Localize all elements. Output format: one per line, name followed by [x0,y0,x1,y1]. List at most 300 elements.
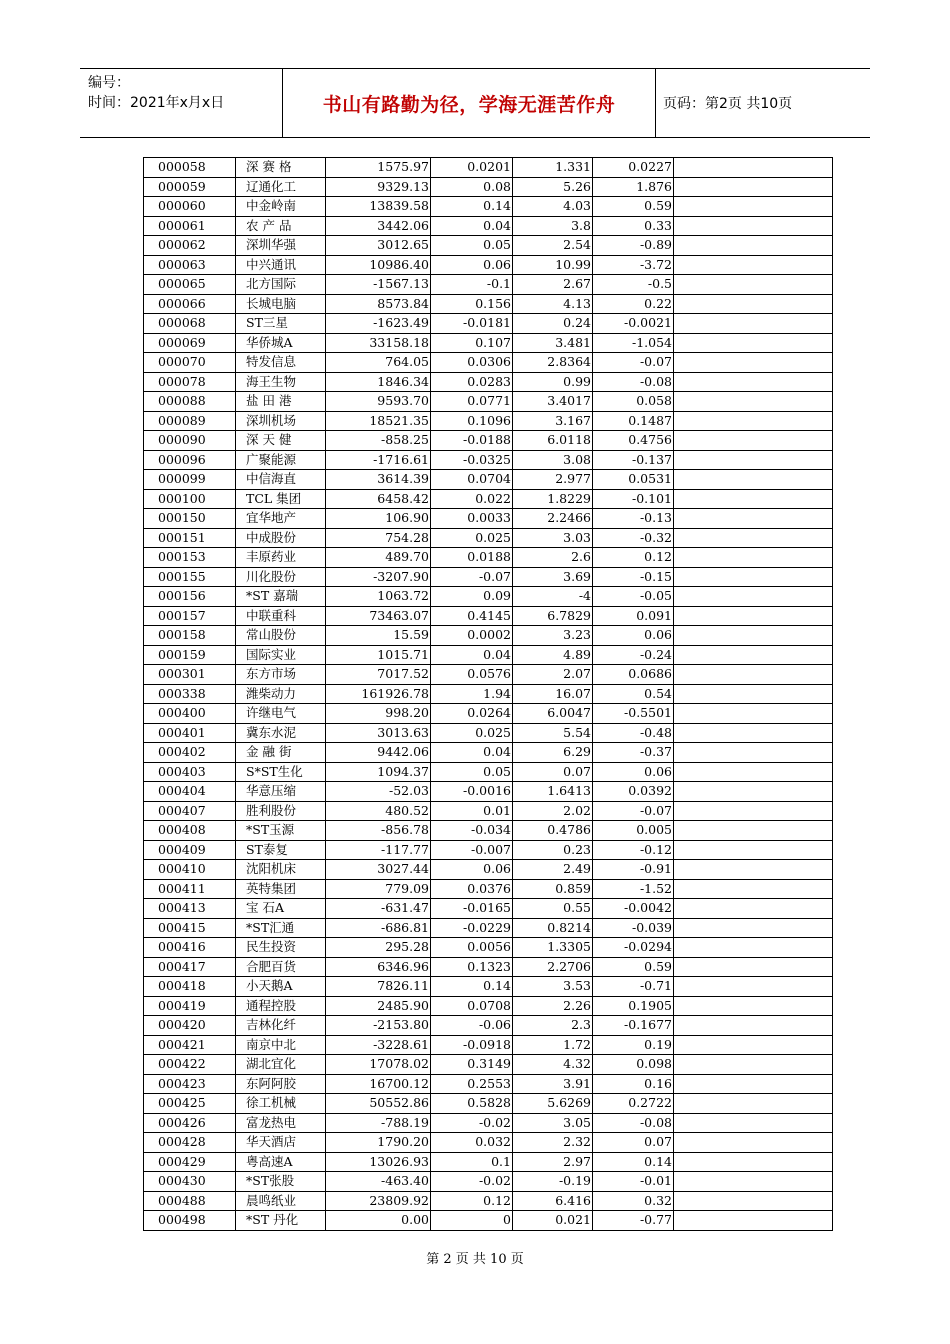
empty-cell [674,918,833,938]
empty-cell [674,996,833,1016]
value-1-cell: 3012.65 [326,236,431,256]
value-3-cell: 0.07 [513,762,593,782]
value-4-cell: -0.12 [593,840,674,860]
table-row [144,1016,833,1036]
value-2-cell: -0.06 [431,1016,513,1036]
empty-cell [674,801,833,821]
empty-cell [674,860,833,880]
value-2-cell: 0.05 [431,762,513,782]
value-2-cell: -0.0181 [431,314,513,334]
value-4-cell: 0.0686 [593,665,674,685]
value-2-cell: 0.14 [431,197,513,217]
value-2-cell: -0.0188 [431,431,513,451]
stock-code-cell: 000100 [144,489,236,509]
value-1-cell: 23809.92 [326,1191,431,1211]
stock-name-cell: 金 融 街 [236,743,326,763]
stock-code-cell: 000058 [144,158,236,178]
value-2-cell: 0.107 [431,333,513,353]
value-4-cell: -0.91 [593,860,674,880]
value-2-cell: 0.0283 [431,372,513,392]
value-4-cell: 0.2722 [593,1094,674,1114]
stock-name-cell: 许继电气 [236,704,326,724]
value-4-cell: 0.12 [593,548,674,568]
stock-code-cell: 000301 [144,665,236,685]
value-2-cell: 0.2553 [431,1074,513,1094]
value-3-cell: 5.6269 [513,1094,593,1114]
stock-name-cell: 农 产 品 [236,216,326,236]
empty-cell [674,704,833,724]
stock-name-cell: *ST 嘉瑞 [236,587,326,607]
value-4-cell: -0.0294 [593,938,674,958]
stock-name-cell: 胜利股份 [236,801,326,821]
value-1-cell: 10986.40 [326,255,431,275]
value-4-cell: -0.01 [593,1172,674,1192]
empty-cell [674,977,833,997]
empty-cell [674,1211,833,1231]
table-row [144,996,833,1016]
value-4-cell: -1.054 [593,333,674,353]
value-2-cell: 0.1096 [431,411,513,431]
value-3-cell: 3.91 [513,1074,593,1094]
value-2-cell: 0.0771 [431,392,513,412]
stock-name-cell: *ST张股 [236,1172,326,1192]
stock-code-cell: 000063 [144,255,236,275]
value-1-cell: -1567.13 [326,275,431,295]
value-1-cell: -1716.61 [326,450,431,470]
stock-code-cell: 000423 [144,1074,236,1094]
value-2-cell: 0 [431,1211,513,1231]
stock-name-cell: 吉林化纤 [236,1016,326,1036]
empty-cell [674,275,833,295]
stock-code-cell: 000416 [144,938,236,958]
empty-cell [674,645,833,665]
value-4-cell: 1.876 [593,177,674,197]
value-3-cell: 6.7829 [513,606,593,626]
stock-name-cell: ST泰复 [236,840,326,860]
value-2-cell: 0.156 [431,294,513,314]
empty-cell [674,840,833,860]
value-3-cell: 16.07 [513,684,593,704]
table-row [144,509,833,529]
value-3-cell: 1.331 [513,158,593,178]
value-4-cell: 0.0531 [593,470,674,490]
value-4-cell: -0.32 [593,528,674,548]
value-1-cell: 106.90 [326,509,431,529]
stock-code-cell: 000157 [144,606,236,626]
value-4-cell: -1.52 [593,879,674,899]
empty-cell [674,1172,833,1192]
table-row [144,606,833,626]
table-row [144,314,833,334]
value-2-cell: 0.0033 [431,509,513,529]
value-4-cell: 0.59 [593,197,674,217]
value-3-cell: 2.2466 [513,509,593,529]
value-1-cell: 17078.02 [326,1055,431,1075]
stock-code-cell: 000411 [144,879,236,899]
empty-cell [674,392,833,412]
stock-name-cell: 富龙热电 [236,1113,326,1133]
empty-cell [674,431,833,451]
value-2-cell: 0.0306 [431,353,513,373]
stock-code-cell: 000420 [144,1016,236,1036]
value-2-cell: 0.032 [431,1133,513,1153]
value-2-cell: 0.0704 [431,470,513,490]
value-1-cell: 7826.11 [326,977,431,997]
value-4-cell: -0.37 [593,743,674,763]
value-4-cell: -0.0042 [593,899,674,919]
value-1-cell: 779.09 [326,879,431,899]
table-row [144,372,833,392]
table-row [144,1211,833,1231]
table-row [144,684,833,704]
value-2-cell: -0.0229 [431,918,513,938]
stock-code-cell: 000065 [144,275,236,295]
value-1-cell: 3027.44 [326,860,431,880]
value-4-cell: 0.33 [593,216,674,236]
value-3-cell: 6.416 [513,1191,593,1211]
value-1-cell: 9329.13 [326,177,431,197]
table-row [144,1191,833,1211]
value-1-cell: 50552.86 [326,1094,431,1114]
value-4-cell: 0.14 [593,1152,674,1172]
table-row [144,489,833,509]
empty-cell [674,665,833,685]
stock-code-cell: 000069 [144,333,236,353]
value-4-cell: 0.1487 [593,411,674,431]
table-row [144,821,833,841]
table-row [144,665,833,685]
stock-code-cell: 000403 [144,762,236,782]
stock-code-cell: 000404 [144,782,236,802]
value-3-cell: 3.167 [513,411,593,431]
value-3-cell: 2.97 [513,1152,593,1172]
value-3-cell: 4.89 [513,645,593,665]
empty-cell [674,372,833,392]
value-1-cell: 1015.71 [326,645,431,665]
value-3-cell: 1.3305 [513,938,593,958]
stock-code-cell: 000090 [144,431,236,451]
table-row [144,645,833,665]
stock-name-cell: 潍柴动力 [236,684,326,704]
stock-name-cell: 南京中北 [236,1035,326,1055]
stock-code-cell: 000062 [144,236,236,256]
value-2-cell: 0.0201 [431,158,513,178]
stock-name-cell: 通程控股 [236,996,326,1016]
value-1-cell: 764.05 [326,353,431,373]
value-4-cell: -0.0021 [593,314,674,334]
value-1-cell: 3442.06 [326,216,431,236]
stock-name-cell: 广聚能源 [236,450,326,470]
value-4-cell: 0.058 [593,392,674,412]
stock-code-cell: 000099 [144,470,236,490]
value-3-cell: 10.99 [513,255,593,275]
value-4-cell: -0.039 [593,918,674,938]
value-2-cell: 0.05 [431,236,513,256]
value-3-cell: 2.3 [513,1016,593,1036]
value-2-cell: -0.0165 [431,899,513,919]
stock-name-cell: 中联重科 [236,606,326,626]
stock-name-cell: 中兴通讯 [236,255,326,275]
table-row [144,567,833,587]
table-row [144,762,833,782]
table-row [144,801,833,821]
value-2-cell: -0.007 [431,840,513,860]
empty-cell [674,509,833,529]
stock-code-cell: 000498 [144,1211,236,1231]
stock-name-cell: 川化股份 [236,567,326,587]
value-3-cell: 2.54 [513,236,593,256]
empty-cell [674,255,833,275]
table-row [144,1152,833,1172]
value-1-cell: -858.25 [326,431,431,451]
empty-cell [674,294,833,314]
stock-code-cell: 000070 [144,353,236,373]
value-3-cell: 2.67 [513,275,593,295]
empty-cell [674,957,833,977]
empty-cell [674,353,833,373]
time-label: 时间：2021年x月x日 [88,95,225,111]
stock-code-cell: 000409 [144,840,236,860]
stock-code-cell: 000151 [144,528,236,548]
value-2-cell: 0.01 [431,801,513,821]
value-3-cell: 3.23 [513,626,593,646]
value-1-cell: 33158.18 [326,333,431,353]
stock-name-cell: 湖北宜化 [236,1055,326,1075]
table-row [144,528,833,548]
value-1-cell: -117.77 [326,840,431,860]
stock-name-cell: 中金岭南 [236,197,326,217]
value-3-cell: 0.55 [513,899,593,919]
empty-cell [674,587,833,607]
value-3-cell: 3.05 [513,1113,593,1133]
value-1-cell: 16700.12 [326,1074,431,1094]
value-1-cell: -631.47 [326,899,431,919]
table-row [144,899,833,919]
table-row [144,918,833,938]
value-3-cell: 2.8364 [513,353,593,373]
stock-name-cell: 徐工机械 [236,1094,326,1114]
value-1-cell: -686.81 [326,918,431,938]
value-4-cell: -0.101 [593,489,674,509]
page-footer: 第 2 页 共 10 页 [426,1252,524,1267]
value-1-cell: 6346.96 [326,957,431,977]
empty-cell [674,314,833,334]
value-2-cell: 0.0002 [431,626,513,646]
value-1-cell: 1790.20 [326,1133,431,1153]
value-4-cell: -0.77 [593,1211,674,1231]
stock-name-cell: 合肥百货 [236,957,326,977]
stock-name-cell: 冀东水泥 [236,723,326,743]
value-3-cell: 3.481 [513,333,593,353]
value-1-cell: 754.28 [326,528,431,548]
table-row [144,294,833,314]
table-row [144,723,833,743]
stock-code-cell: 000096 [144,450,236,470]
stock-code-cell: 000338 [144,684,236,704]
value-4-cell: -0.137 [593,450,674,470]
table-row [144,1094,833,1114]
value-2-cell: 0.0376 [431,879,513,899]
empty-cell [674,548,833,568]
value-3-cell: 2.07 [513,665,593,685]
value-2-cell: 0.0188 [431,548,513,568]
table-row [144,158,833,178]
value-3-cell: 3.08 [513,450,593,470]
header-divider [655,69,656,137]
empty-cell [674,528,833,548]
value-2-cell: 0.1323 [431,957,513,977]
value-1-cell: 998.20 [326,704,431,724]
empty-cell [674,1152,833,1172]
stock-code-cell: 000400 [144,704,236,724]
empty-cell [674,1074,833,1094]
stock-name-cell: 宜华地产 [236,509,326,529]
table-row [144,879,833,899]
value-3-cell: 2.32 [513,1133,593,1153]
value-2-cell: -0.07 [431,567,513,587]
value-1-cell: 480.52 [326,801,431,821]
stock-code-cell: 000426 [144,1113,236,1133]
value-3-cell: 4.32 [513,1055,593,1075]
value-4-cell: -0.24 [593,645,674,665]
value-2-cell: -0.1 [431,275,513,295]
value-1-cell: 295.28 [326,938,431,958]
empty-cell [674,1055,833,1075]
table-row [144,1113,833,1133]
value-3-cell: 0.8214 [513,918,593,938]
stock-code-cell: 000418 [144,977,236,997]
stock-name-cell: 民生投资 [236,938,326,958]
table-row [144,957,833,977]
table-row [144,1035,833,1055]
stock-name-cell: *ST汇通 [236,918,326,938]
value-4-cell: 0.0227 [593,158,674,178]
value-4-cell: -0.5 [593,275,674,295]
stock-name-cell: 盐 田 港 [236,392,326,412]
page-header [80,68,870,138]
value-4-cell: 0.005 [593,821,674,841]
empty-cell [674,938,833,958]
value-1-cell: -2153.80 [326,1016,431,1036]
stock-name-cell: 深圳机场 [236,411,326,431]
table-row [144,392,833,412]
value-4-cell: -0.13 [593,509,674,529]
stock-name-cell: 深 赛 格 [236,158,326,178]
number-label: 编号： [88,75,130,91]
stock-code-cell: 000422 [144,1055,236,1075]
value-2-cell: 0.08 [431,177,513,197]
value-1-cell: 3614.39 [326,470,431,490]
value-4-cell: -0.5501 [593,704,674,724]
stock-name-cell: 英特集团 [236,879,326,899]
value-3-cell: -4 [513,587,593,607]
value-2-cell: 0.3149 [431,1055,513,1075]
value-1-cell: 7017.52 [326,665,431,685]
value-3-cell: 2.2706 [513,957,593,977]
stock-name-cell: 中成股份 [236,528,326,548]
stock-name-cell: 晨鸣纸业 [236,1191,326,1211]
value-3-cell: 3.53 [513,977,593,997]
value-1-cell: 1063.72 [326,587,431,607]
value-4-cell: 0.1905 [593,996,674,1016]
stock-name-cell: 华侨城A [236,333,326,353]
empty-cell [674,1191,833,1211]
value-3-cell: 0.4786 [513,821,593,841]
stock-name-cell: 中信海直 [236,470,326,490]
empty-cell [674,216,833,236]
empty-cell [674,782,833,802]
table-row [144,411,833,431]
value-1-cell: -3207.90 [326,567,431,587]
value-2-cell: 0.06 [431,255,513,275]
empty-cell [674,1016,833,1036]
stock-code-cell: 000078 [144,372,236,392]
stock-code-cell: 000159 [144,645,236,665]
empty-cell [674,899,833,919]
empty-cell [674,606,833,626]
value-3-cell: 6.0118 [513,431,593,451]
empty-cell [674,333,833,353]
value-3-cell: 3.03 [513,528,593,548]
value-3-cell: 2.6 [513,548,593,568]
stock-code-cell: 000429 [144,1152,236,1172]
value-2-cell: 0.0264 [431,704,513,724]
value-4-cell: 0.59 [593,957,674,977]
value-2-cell: 0.12 [431,1191,513,1211]
value-2-cell: 0.06 [431,860,513,880]
stock-code-cell: 000060 [144,197,236,217]
value-1-cell: 18521.35 [326,411,431,431]
stock-code-cell: 000402 [144,743,236,763]
value-4-cell: 0.06 [593,762,674,782]
empty-cell [674,821,833,841]
value-4-cell: -3.72 [593,255,674,275]
value-4-cell: 0.091 [593,606,674,626]
value-1-cell: 489.70 [326,548,431,568]
stock-code-cell: 000413 [144,899,236,919]
table-row [144,1074,833,1094]
stock-name-cell: 丰原药业 [236,548,326,568]
empty-cell [674,762,833,782]
value-3-cell: 0.23 [513,840,593,860]
table-row [144,177,833,197]
table-row [144,587,833,607]
stock-name-cell: 东方市场 [236,665,326,685]
value-4-cell: 0.0392 [593,782,674,802]
value-1-cell: 1094.37 [326,762,431,782]
value-1-cell: 8573.84 [326,294,431,314]
value-4-cell: -0.08 [593,1113,674,1133]
value-4-cell: -0.15 [593,567,674,587]
value-3-cell: 0.859 [513,879,593,899]
value-2-cell: -0.034 [431,821,513,841]
stock-code-cell: 000410 [144,860,236,880]
value-1-cell: -788.19 [326,1113,431,1133]
stock-name-cell: 特发信息 [236,353,326,373]
value-3-cell: 0.99 [513,372,593,392]
value-2-cell: 0.04 [431,743,513,763]
value-3-cell: 3.69 [513,567,593,587]
value-3-cell: 5.54 [513,723,593,743]
header-motto: 书山有路勤为径，学海无涯苦作舟 [322,93,616,116]
value-3-cell: 1.72 [513,1035,593,1055]
stock-code-cell: 000401 [144,723,236,743]
stock-name-cell: 辽通化工 [236,177,326,197]
value-4-cell: 0.07 [593,1133,674,1153]
stock-code-cell: 000408 [144,821,236,841]
stock-code-cell: 000421 [144,1035,236,1055]
stock-name-cell: 东阿阿胶 [236,1074,326,1094]
